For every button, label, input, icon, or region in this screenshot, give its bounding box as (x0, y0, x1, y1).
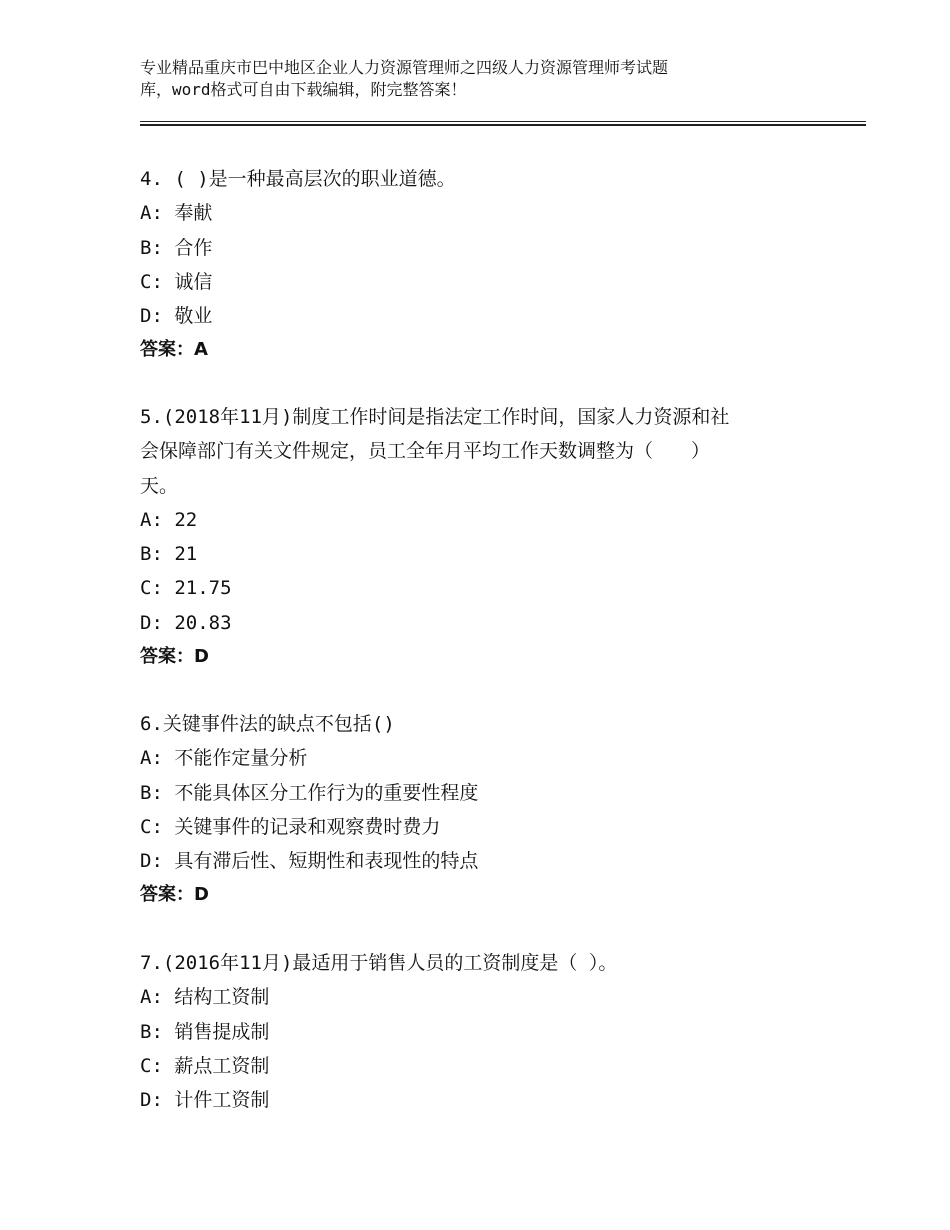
header-title-line-1: 专业精品重庆市巴中地区企业人力资源管理师之四级人力资源管理师考试题 (140, 58, 669, 77)
option-b: B: 销售提成制 (140, 1020, 270, 1043)
question-4 (140, 162, 840, 368)
option-a: A: 22 (140, 508, 198, 531)
option-d: D: 具有滞后性、短期性和表现性的特点 (140, 850, 479, 873)
option-c: C: 薪点工资制 (140, 1054, 270, 1077)
answer-label: 答案：D (140, 884, 209, 906)
question-stem-line-1: 5.(2018年11月)制度工作时间是指法定工作时间，国家人力资源和社 (140, 406, 730, 428)
question-stem-line-2: 会保障部门有关文件规定，员工全年月平均工作天数调整为（ ） (140, 440, 711, 463)
question-stem-line-3: 天。 (140, 474, 179, 497)
question-stem: 4. ( )是一种最高层次的职业道德。 (140, 168, 456, 190)
option-a: A: 不能作定量分析 (140, 747, 308, 770)
question-5 (140, 400, 840, 674)
answer-label: 答案：A (140, 339, 208, 361)
option-b: B: 合作 (140, 236, 213, 259)
option-b: B: 不能具体区分工作行为的重要性程度 (140, 781, 479, 804)
option-c: C: 关键事件的记录和观察费时费力 (140, 815, 441, 838)
option-d: D: 敬业 (140, 305, 213, 328)
option-d: D: 20.83 (140, 611, 232, 634)
header-title-line-2: 库，word格式可自由下载编辑，附完整答案！ (140, 80, 467, 99)
option-b: B: 21 (140, 543, 198, 566)
question-stem: 6.关键事件法的缺点不包括() (140, 713, 395, 735)
header-divider (140, 121, 866, 126)
option-c: C: 诚信 (140, 270, 213, 293)
option-a: A: 奉献 (140, 202, 213, 225)
option-a: A: 结构工资制 (140, 986, 270, 1009)
question-stem: 7.(2016年11月)最适用于销售人员的工资制度是（ ）。 (140, 952, 618, 974)
question-6 (140, 707, 840, 913)
document-header (140, 57, 780, 101)
option-c: C: 21.75 (140, 577, 232, 600)
question-7 (140, 946, 840, 1117)
answer-label: 答案：D (140, 646, 209, 668)
option-d: D: 计件工资制 (140, 1089, 270, 1112)
